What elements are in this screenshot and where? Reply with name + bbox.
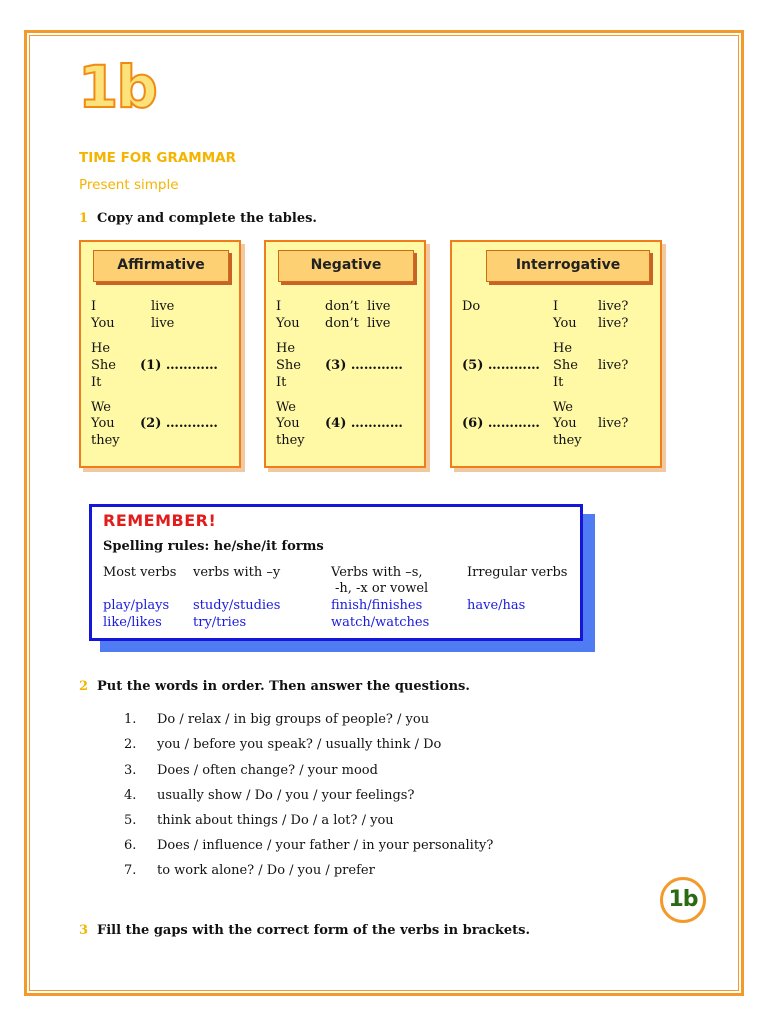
item-text: usually show / Do / you / your feelings? [157,788,415,803]
item-text: Does / influence / your father / in your personality? [157,838,494,853]
pronoun: they [91,433,120,448]
exercise-number: 2 [79,679,89,694]
example: watch/watches [331,615,430,630]
column-header: Verbs with –s, [331,565,423,580]
verb: live? [598,358,629,373]
verb: don’t live [325,316,391,331]
pronoun: We [553,400,573,415]
pronoun: It [553,375,564,390]
item-text: you / before you speak? / usually think / Do [157,737,442,752]
example: try/tries [193,615,247,630]
pronoun: You [553,416,577,431]
exercise-1-heading [79,211,317,226]
gap-4: (4) ………… [325,416,403,431]
item-number: 1. [124,712,137,727]
pronoun: You [276,316,300,331]
gap-1: (1) ………… [140,358,218,373]
unit-badge: 1b [660,877,706,923]
item-number: 6. [124,838,137,853]
column-header: Most verbs [103,565,177,580]
verb: don’t live [325,299,391,314]
example: finish/finishes [331,598,423,613]
example: have/has [467,598,526,613]
list-item [124,712,429,727]
item-number: 5. [124,813,137,828]
pronoun: We [276,400,296,415]
pronoun: I [553,299,559,314]
verb: live? [598,416,629,431]
pronoun: It [91,375,102,390]
pronoun: I [276,299,282,314]
pronoun: She [553,358,578,373]
item-text: think about things / Do / a lot? / you [157,813,394,828]
pronoun: He [91,341,111,356]
pronoun: they [276,433,305,448]
list-item [124,838,493,853]
auxiliary: Do [462,299,481,314]
gap-2: (2) ………… [140,416,218,431]
verb: live? [598,316,629,331]
gap-3: (3) ………… [325,358,403,373]
pronoun: He [276,341,296,356]
list-item [124,863,375,878]
item-number: 3. [124,763,137,778]
column-header: Irregular verbs [467,565,568,580]
section-title: TIME FOR GRAMMAR [79,150,237,166]
item-text: to work alone? / Do / you / prefer [157,863,375,878]
pronoun: You [276,416,300,431]
item-number: 4. [124,788,137,803]
column-header: verbs with –y [193,565,281,580]
table-header: Affirmative [93,250,229,282]
list-item [124,813,394,828]
unit-title: 1b [78,53,156,121]
exercise-instruction: Copy and complete the tables. [97,211,317,226]
verb: live [151,316,175,331]
item-text: Do / relax / in big groups of people? / you [157,712,430,727]
list-item [124,788,414,803]
pronoun: We [91,400,111,415]
example: like/likes [103,615,162,630]
gap-5: (5) ………… [462,358,540,373]
exercise-2-heading [79,679,470,694]
pronoun: She [276,358,301,373]
list-item [124,737,441,752]
pronoun: She [91,358,116,373]
exercise-instruction: Fill the gaps with the correct form of the verbs in brackets. [97,923,531,938]
table-header: Interrogative [486,250,650,282]
example: study/studies [193,598,281,613]
pronoun: You [91,416,115,431]
gap-6: (6) ………… [462,416,540,431]
exercise-number: 3 [79,923,89,938]
pronoun: You [553,316,577,331]
pronoun: I [91,299,97,314]
spelling-rules-heading: Spelling rules: he/she/it forms [103,539,324,554]
exercise-3-heading [79,923,530,938]
verb: live [151,299,175,314]
table-header: Negative [278,250,414,282]
exercise-instruction: Put the words in order. Then answer the questions. [97,679,470,694]
remember-title: REMEMBER! [103,511,217,530]
item-number: 7. [124,863,137,878]
pronoun: It [276,375,287,390]
pronoun: You [91,316,115,331]
verb: live? [598,299,629,314]
list-item [124,763,378,778]
section-subtitle: Present simple [79,177,179,193]
item-text: Does / often change? / your mood [157,763,378,778]
item-number: 2. [124,737,137,752]
column-header-line2: -h, -x or vowel [335,581,429,596]
exercise-number: 1 [79,211,89,226]
pronoun: He [553,341,573,356]
pronoun: they [553,433,582,448]
example: play/plays [103,598,170,613]
